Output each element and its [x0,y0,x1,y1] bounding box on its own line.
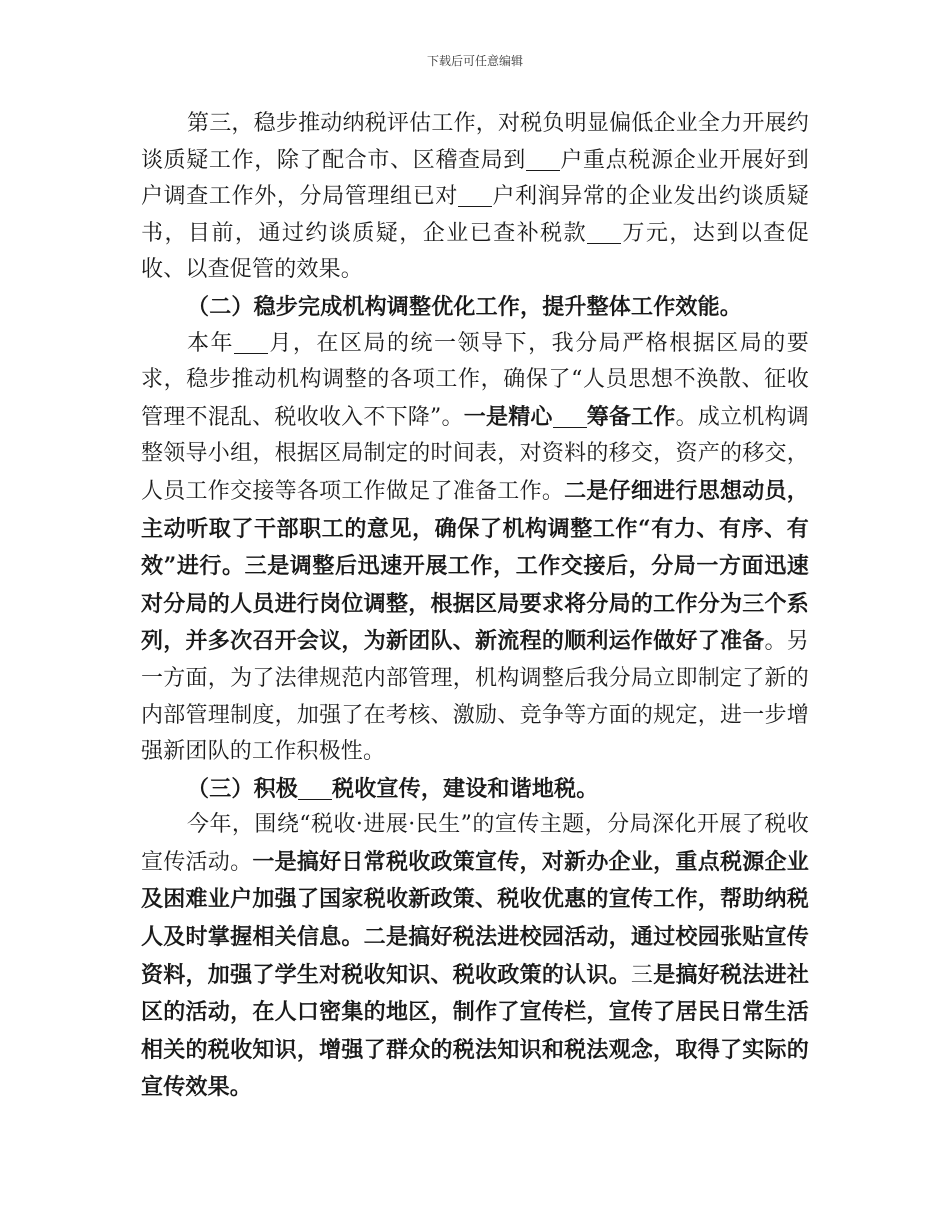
bold-run: 筹备工作 [586,403,676,430]
blank-underline [587,219,621,244]
paragraph-restructuring [141,326,809,771]
text-run: 万元，达到以查促收、以查促管的效果。 [141,220,809,283]
blank-underline [458,182,492,207]
section-heading-3 [141,771,809,808]
text-run: 今年，围绕“税收·进展·民生”的宣传主题，分局深化开展了税收宣传活动。 [141,812,809,875]
page-header: 下载后可任意编辑 [426,54,523,68]
blank-underline [234,329,268,354]
bold-run: 二是仔细进行思想动员，主动听取了干部职工的意见，确保了机构调整工作“有力、有序、有效”进行。三是调整后迅速开展工作，工作交接后，分局一方面迅速对分局的人员进行岗位调整，根据区局要求将分局的工作分为三个系列，并多次召开会议，为新团队、新流程的顺利运作做好了准备 [141,477,809,655]
bold-run: 一是搞好日常税收政策宣传，对新办企业，重点税源企业及困难业户加强了国家税收新政策、税收优惠的宣传工作，帮助纳税人及时掌握相关信息。二是搞好税法进校园活动，通过校园张贴宣传资料，加强了学生对税收知识、税收政策的认识。 [141,848,809,988]
heading-run: 税收宣传，建设和谐地税。 [332,775,599,802]
document-body [141,106,809,1107]
text-run: 第三，稳步推动纳税评估工作，对税负明显偏低企业全力开展约谈质疑工作，除了配合市、区稽查局到 [141,111,809,173]
text-run: 。成立机构调整领导小组，根据区局制定的时间表，对资料的移交，资产的移交，人员工作交接等各项工作做足了准备工作。 [141,404,810,504]
paragraph-tax-assessment [141,106,809,289]
text-run: 户利润异常的企业发出约谈质疑书，目前，通过约谈质疑，企业已查补税款 [141,184,809,246]
text-run: 本年 [187,330,235,356]
section-heading-2: （二）稳步完成机构调整优化工作，提升整体工作效能。 [187,293,743,320]
paragraph-tax-publicity [141,807,809,1107]
heading-run: （三）积极 [187,775,299,802]
text-run: 三 [630,962,654,988]
blank-underline [298,775,332,800]
bold-run: 是搞好税法进社区的活动，在人口密集的地区，制作了宣传栏，宣传了居民日常生活相关的税收知识，增强了群众的税法知识和税法观念，取得了实际的宣传效果。 [141,961,810,1101]
bold-run: 一是精心 [463,403,553,430]
blank-underline [526,146,560,171]
blank-underline [553,403,587,428]
text-run: 。另一方面，为了法律规范内部管理，机构调整后我分局立即制定了新的内部管理制度，加强了在考核、激励、竞争等方面的规定，进一步增强新团队的工作积极性。 [141,629,809,765]
text-run: 月，在区局的统一领导下，我分局严格根据区局的要求，稳步推动机构调整的各项工作，确保了“人员思想不涣散、征收管理不混乱、税收收入不下降”。 [141,330,809,430]
text-run: 户重点税源企业开展好到户调查工作外，分局管理组已对 [141,147,810,210]
